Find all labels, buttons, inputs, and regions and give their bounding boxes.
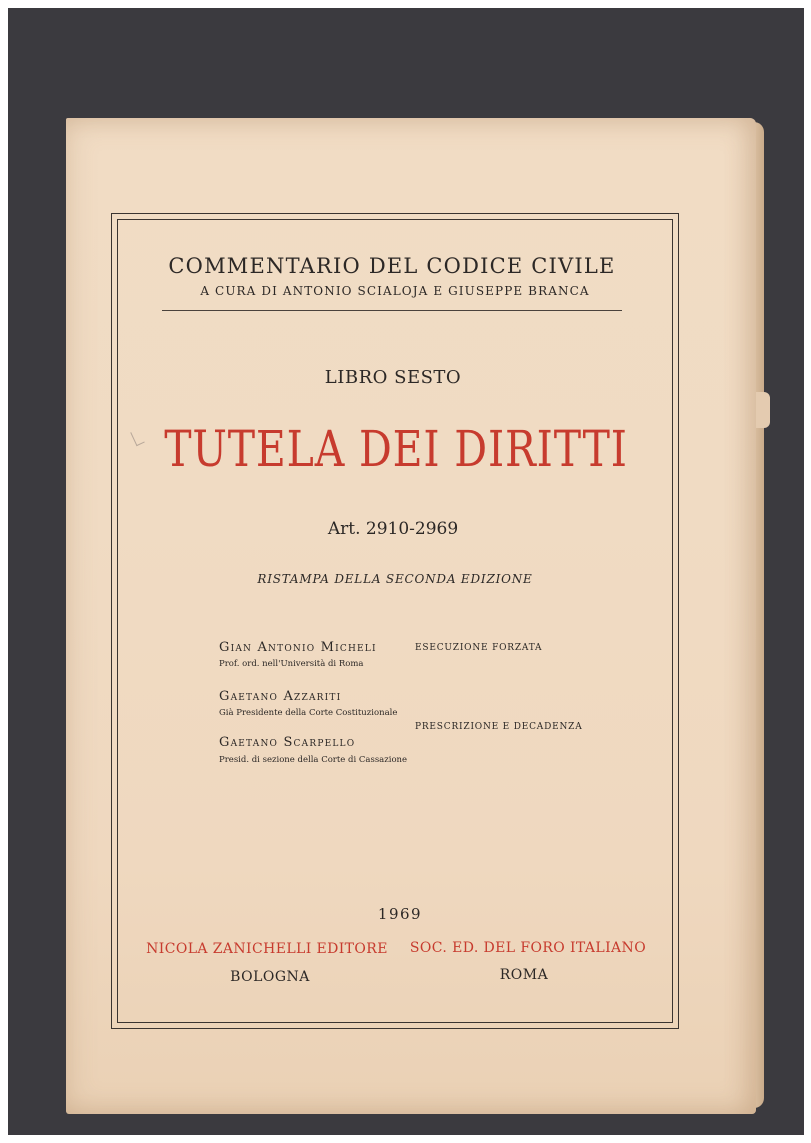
author-name: Gian Antonio Micheli — [219, 640, 377, 655]
publisher-city: ROMA — [499, 967, 549, 983]
reprint-note: RISTAMPA DELLA SECONDA EDIZIONE — [257, 572, 533, 586]
author-role: Prof. ord. nell'Università di Roma — [219, 659, 364, 669]
publisher-name: NICOLA ZANICHELLI EDITORE — [146, 941, 388, 957]
author-name: Gaetano Azzariti — [219, 689, 342, 704]
author-role: Presid. di sezione della Corte di Cassazione — [219, 755, 408, 765]
publisher-city: BOLOGNA — [230, 969, 310, 985]
cover-frame-inner — [117, 219, 673, 1023]
author-role: Già Presidente della Corte Costituzionale — [219, 708, 398, 718]
author-name: Gaetano Scarpello — [219, 735, 356, 750]
title-rule — [162, 310, 622, 311]
book-label: LIBRO SESTO — [324, 367, 462, 388]
publisher-name: SOC. ED. DEL FORO ITALIANO — [409, 940, 647, 956]
series-title: COMMENTARIO DEL CODICE CIVILE — [168, 254, 616, 278]
subject-label: ESECUZIONE FORZATA — [415, 643, 543, 653]
publication-year: 1969 — [377, 905, 423, 923]
articles-range: Art. 2910-2969 — [327, 519, 459, 539]
subject-label: PRESCRIZIONE E DECADENZA — [415, 722, 583, 732]
main-title: TUTELA DEI DIRITTI — [164, 420, 628, 478]
editors-line: A CURA DI ANTONIO SCIALOJA E GIUSEPPE BRANCA — [200, 284, 590, 298]
